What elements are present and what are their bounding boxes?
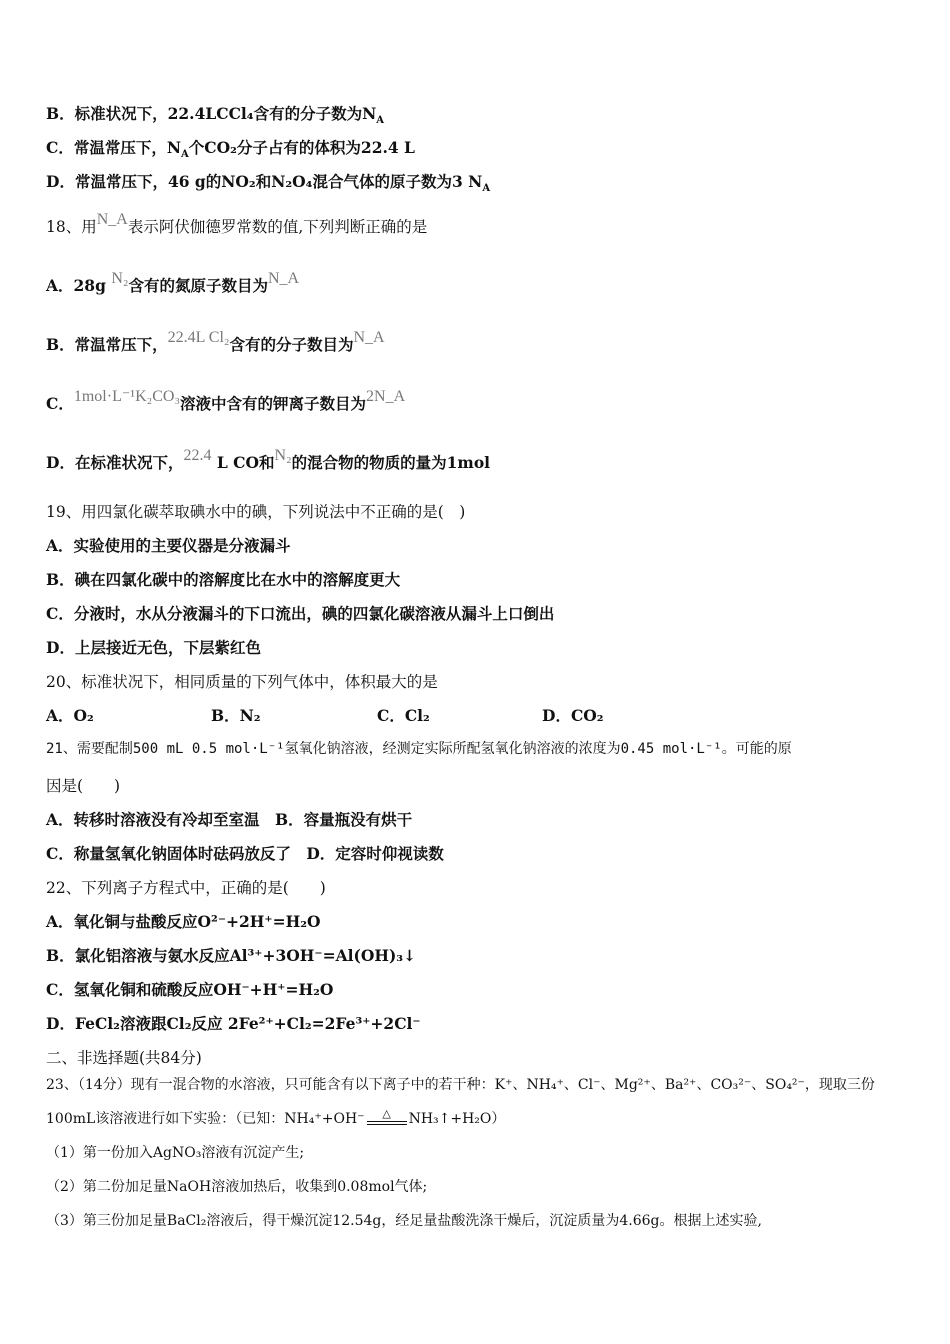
q17-option-b: B．标准状况下，22.4LCCl₄含有的分子数为$N_A$: [46, 104, 385, 127]
q22-stem: 22、下列离子方程式中，正确的是( ): [46, 879, 326, 897]
q19-option-a: A．实验使用的主要仪器是分液漏斗: [46, 536, 291, 555]
q22-option-c: C．氢氧化铜和硫酸反应OH⁻+H⁺=H₂O: [46, 980, 334, 999]
q22-option-b: B．氯化铝溶液与氨水反应Al³⁺+3OH⁻=Al(OH)₃↓: [46, 946, 417, 965]
q21-options-ab: A．转移时溶液没有冷却至室温 B．容量瓶没有烘干: [46, 810, 413, 829]
q18-stem: 18、用N_A表示阿伏伽德罗常数的值,下列判断正确的是: [46, 211, 428, 236]
q23-part2: （2）第二份加足量NaOH溶液加热后，收集到0.08mol气体;: [46, 1179, 428, 1195]
q21-stem-line1: 21、需要配制500 mL 0.5 mol·L⁻¹氢氧化钠溶液，经测定实际所配氢氧化钠溶液的浓度为0.45 mol·L⁻¹。可能的原: [46, 741, 792, 757]
q22-option-a: A．氧化铜与盐酸反应O²⁻+2H⁺=H₂O: [46, 912, 321, 931]
q17-option-d: D．常温常压下，46 g的NO₂和N₂O₄混合气体的原子数为3 $N_A$: [46, 172, 491, 195]
q20-option-b: B．N₂: [211, 706, 261, 725]
q23-part1: （1）第一份加入AgNO₃溶液有沉淀产生;: [46, 1145, 305, 1161]
q23-stem-line2: 100mL该溶液进行如下实验：（已知：NH₄⁺+OH⁻ △ NH₃↑+H₂O）: [46, 1107, 506, 1127]
q20-option-d: D．CO₂: [542, 706, 604, 725]
q18-option-b: B．常温常压下，22.4L Cl₂含有的分子数目为N_A: [46, 329, 385, 354]
q18-option-c: C．1mol·L⁻¹K₂CO₃溶液中含有的钾离子数目为2N_A: [46, 388, 406, 413]
q19-option-b: B．碘在四氯化碳中的溶解度比在水中的溶解度更大: [46, 570, 401, 589]
q21-options-cd: C．称量氢氧化钠固体时砝码放反了 D．定容时仰视读数: [46, 844, 444, 863]
q19-stem: 19、用四氯化碳萃取碘水中的碘，下列说法中不正确的是( ): [46, 503, 466, 521]
q20-stem: 20、标准状况下，相同质量的下列气体中，体积最大的是: [46, 673, 438, 691]
q21-stem-line2: 因是( ): [46, 777, 121, 795]
q19-option-c: C．分液时，水从分液漏斗的下口流出，碘的四氯化碳溶液从漏斗上口倒出: [46, 604, 555, 623]
q17-option-c: C．常温常压下，$N_A$个CO₂分子占有的体积为22.4 L: [46, 138, 415, 161]
q22-option-d: D．FeCl₂溶液跟Cl₂反应 2Fe²⁺+Cl₂=2Fe³⁺+2Cl⁻: [46, 1014, 421, 1033]
q23-stem-line1: 23、（14分）现有一混合物的水溶液，只可能含有以下离子中的若干种：K⁺、NH₄⁺、Cl⁻、Mg²⁺、Ba²⁺、CO₃²⁻、SO₄²⁻，现取三份: [46, 1077, 875, 1093]
q23-part3: （3）第三份加足量BaCl₂溶液后，得干燥沉淀12.54g，经足量盐酸洗涤干燥后，沉淀质量为4.66g。根据上述实验,: [46, 1213, 762, 1229]
q20-option-a: A．O₂: [46, 706, 94, 725]
section-title: 二、非选择题(共84分): [46, 1049, 202, 1067]
q19-option-d: D．上层接近无色，下层紫红色: [46, 638, 261, 657]
heat-arrow: △: [365, 1107, 409, 1120]
formula-na: N_A: [96, 211, 128, 228]
q18-option-d: D．在标准状况下，22.4 L CO和N₂的混合物的物质的量为1mol: [46, 447, 491, 472]
q20-option-c: C．Cl₂: [377, 706, 430, 725]
q18-option-a: A．28g N₂含有的氮原子数目为N_A: [46, 270, 300, 295]
